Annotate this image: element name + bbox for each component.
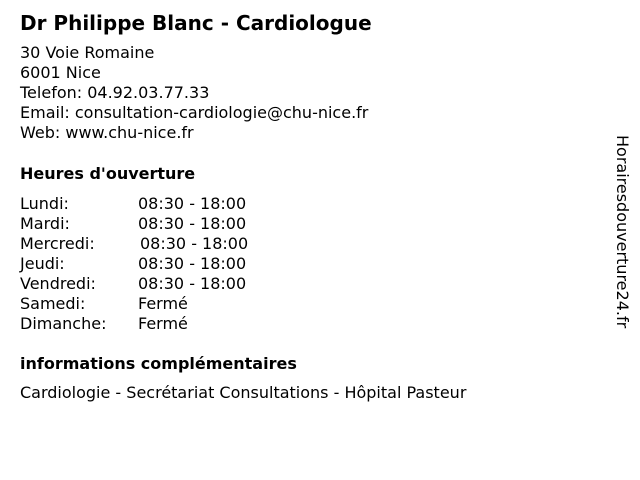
day-label: Mardi: [20,214,70,233]
hours-row-thursday [20,254,320,274]
site-brand-vertical: Horairesdouverture24.fr [613,135,632,329]
day-label: Dimanche: [20,314,107,333]
hours-row-wednesday [20,234,320,254]
website: Web: www.chu-nice.fr [20,123,194,142]
hours-value: 08:30 - 18:00 [138,214,247,233]
day-label: Lundi: [20,194,69,213]
page-title: Dr Philippe Blanc - Cardiologue [20,11,372,35]
day-label: Mercredi: [20,234,95,253]
hours-value: 08:30 - 18:00 [140,234,249,253]
street-address: 30 Voie Romaine [20,43,155,62]
additional-info-heading: informations complémentaires [20,354,297,373]
hours-row-monday [20,194,320,214]
hours-row-sunday [20,314,320,334]
day-label: Jeudi: [20,254,65,273]
phone-number: Telefon: 04.92.03.77.33 [20,83,210,102]
hours-row-saturday [20,294,320,314]
hours-row-friday [20,274,320,294]
additional-info-text: Cardiologie - Secrétariat Consultations - Hôpital Pasteur [20,383,467,402]
hours-value: Fermé [138,314,188,333]
hours-value: Fermé [138,294,188,313]
hours-value: 08:30 - 18:00 [138,274,247,293]
day-label: Vendredi: [20,274,96,293]
opening-hours-table [20,194,320,334]
hours-value: 08:30 - 18:00 [138,254,247,273]
hours-row-tuesday [20,214,320,234]
opening-hours-heading: Heures d'ouverture [20,164,196,183]
address-block [20,43,368,143]
city: 6001 Nice [20,63,101,82]
email-address: Email: consultation-cardiologie@chu-nice.fr [20,103,369,122]
hours-value: 08:30 - 18:00 [138,194,247,213]
day-label: Samedi: [20,294,86,313]
